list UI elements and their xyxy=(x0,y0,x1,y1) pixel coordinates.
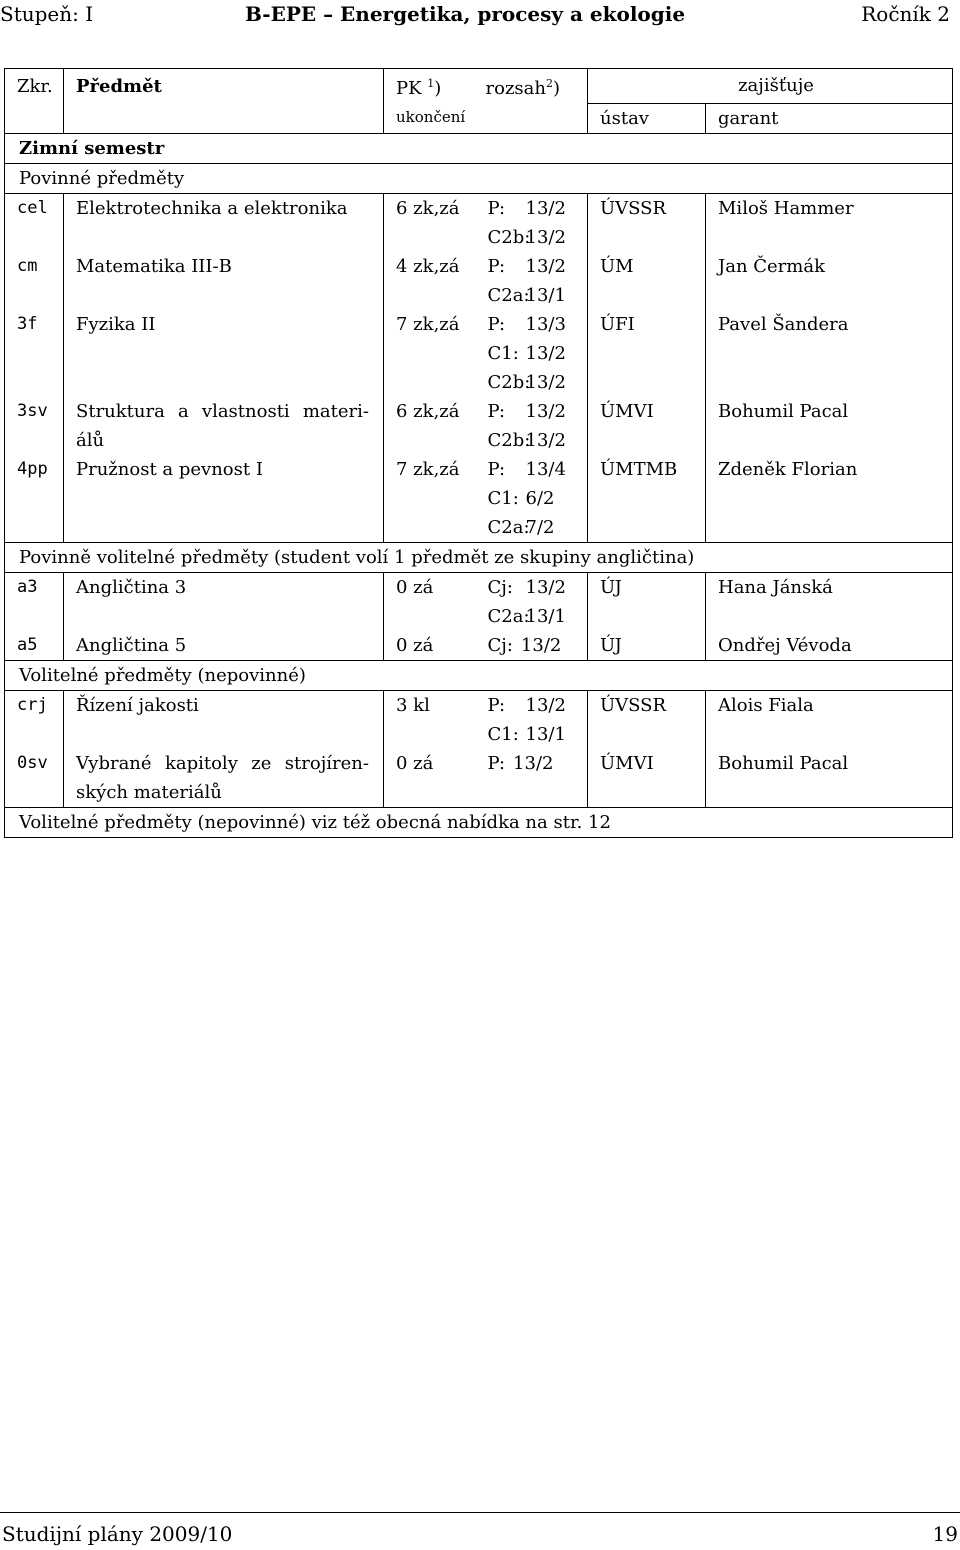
rozsah-type: P: xyxy=(487,400,506,422)
table-body xyxy=(5,69,953,838)
header-garant: garant xyxy=(706,103,953,133)
course-name: Řízení jakosti xyxy=(64,690,384,720)
rozsah-type: C1: xyxy=(487,487,519,509)
course-name: Vybrané kapitoly ze strojíren- xyxy=(64,749,384,778)
course-rozsah xyxy=(474,484,588,513)
course-row xyxy=(5,193,953,223)
course-ustav: ÚMVI xyxy=(588,397,706,426)
course-row xyxy=(5,310,953,339)
course-pk: 7 zk,zá xyxy=(396,313,460,335)
course-row-continuation xyxy=(5,602,953,631)
course-row xyxy=(5,690,953,720)
rozsah-type: C2a: xyxy=(487,516,530,538)
group-title: Povinné předměty xyxy=(5,163,953,193)
rozsah-value: 13/2 xyxy=(520,634,562,656)
course-ustav: ÚVSSR xyxy=(588,193,706,223)
course-row xyxy=(5,455,953,484)
course-pk: 3 kl xyxy=(396,694,430,716)
course-code: a5 xyxy=(5,631,64,661)
course-ustav: ÚMTMB xyxy=(588,455,706,484)
header-predmet: Předmět xyxy=(64,69,384,104)
rozsah-type: C2a: xyxy=(487,605,530,627)
rozsah-type: P: xyxy=(487,313,506,335)
course-rozsah xyxy=(474,193,588,223)
course-rozsah xyxy=(474,455,588,484)
rozsah-type: C1: xyxy=(487,342,519,364)
footer-publication: Studijní plány 2009/10 xyxy=(2,1522,233,1546)
course-rozsah xyxy=(474,397,588,426)
course-row-continuation xyxy=(5,778,953,808)
course-pk: 6 zk,zá xyxy=(396,400,460,422)
course-garant: Bohumil Pacal xyxy=(706,749,953,778)
semester-row xyxy=(5,133,953,163)
header-program-title: B-EPE – Energetika, procesy a ekologie xyxy=(245,2,686,26)
course-rozsah xyxy=(474,281,588,310)
rozsah-type: C2a: xyxy=(487,284,530,306)
table-header-row xyxy=(5,69,953,104)
course-rozsah xyxy=(474,631,588,661)
rozsah-value: 13/2 xyxy=(525,255,566,277)
rozsah-value: 13/2 xyxy=(513,752,554,774)
course-rozsah xyxy=(474,368,588,397)
semester-title: Zimní semestr xyxy=(5,133,953,163)
rozsah-value: 13/2 xyxy=(525,400,566,422)
course-row-continuation xyxy=(5,223,953,252)
course-name-cont: álů xyxy=(64,426,384,455)
rozsah-value: 13/2 xyxy=(525,576,566,598)
rozsah-value: 13/2 xyxy=(525,429,566,451)
rozsah-type: Cj: xyxy=(487,576,513,598)
course-rozsah xyxy=(474,602,588,631)
course-row xyxy=(5,749,953,778)
rozsah-value: 13/1 xyxy=(525,284,566,306)
rozsah-type: P: xyxy=(487,197,506,219)
rozsah-value: 13/2 xyxy=(525,371,566,393)
rozsah-value: 6/2 xyxy=(525,487,555,509)
study-plan-table-container xyxy=(4,68,952,838)
course-ustav: ÚM xyxy=(588,252,706,281)
course-pk: 0 zá xyxy=(396,752,434,774)
final-note: Volitelné předměty (nepovinné) viz též obecná nabídka na str. 12 xyxy=(5,807,953,837)
course-code: 4pp xyxy=(5,455,64,484)
course-rozsah xyxy=(474,513,588,543)
rozsah-type: C2b: xyxy=(487,371,531,393)
course-ustav: ÚVSSR xyxy=(588,690,706,720)
course-row-continuation xyxy=(5,339,953,368)
rozsah-type: C2b: xyxy=(487,429,531,451)
rozsah-type: P: xyxy=(487,752,506,774)
course-garant: Ondřej Vévoda xyxy=(706,631,953,661)
header-year: Ročník 2 xyxy=(861,2,950,26)
course-pk: 0 zá xyxy=(396,576,434,598)
group-title-row xyxy=(5,163,953,193)
group-title: Povinně volitelné předměty (student volí 1 předmět ze skupiny angličtina) xyxy=(5,542,953,572)
header-zajistuje: zajišťuje xyxy=(588,69,953,104)
course-code: 3f xyxy=(5,310,64,339)
course-row xyxy=(5,572,953,602)
course-rozsah xyxy=(474,426,588,455)
rozsah-value: 13/2 xyxy=(525,342,566,364)
final-note-row xyxy=(5,807,953,837)
course-name: Matematika III-B xyxy=(64,252,384,281)
footer-rule xyxy=(0,1512,960,1513)
course-garant: Pavel Šandera xyxy=(706,310,953,339)
course-rozsah xyxy=(474,749,588,778)
course-row-continuation xyxy=(5,281,953,310)
header-rozsah-footnote: 2 xyxy=(546,77,553,90)
course-garant: Bohumil Pacal xyxy=(706,397,953,426)
course-code: crj xyxy=(5,690,64,720)
group-title-row xyxy=(5,660,953,690)
course-garant: Miloš Hammer xyxy=(706,193,953,223)
rozsah-type: C2b: xyxy=(487,226,531,248)
course-name: Struktura a vlastnosti materi- xyxy=(64,397,384,426)
rozsah-type: P: xyxy=(487,694,506,716)
rozsah-type: C1: xyxy=(487,723,519,745)
rozsah-type: P: xyxy=(487,458,506,480)
header-ustav: ústav xyxy=(588,103,706,133)
course-ustav: ÚJ xyxy=(588,572,706,602)
course-row xyxy=(5,631,953,661)
rozsah-value: 13/2 xyxy=(525,197,566,219)
rozsah-value: 13/1 xyxy=(525,723,566,745)
course-rozsah xyxy=(474,223,588,252)
course-code: 0sv xyxy=(5,749,64,778)
header-ukonceni: ukončení xyxy=(384,103,474,133)
course-row-continuation xyxy=(5,484,953,513)
course-name: Angličtina 5 xyxy=(64,631,384,661)
course-row xyxy=(5,252,953,281)
course-name-cont: ských materiálů xyxy=(64,778,384,808)
course-row-continuation xyxy=(5,720,953,749)
header-pk-footnote: 1 xyxy=(427,77,435,90)
course-code: a3 xyxy=(5,572,64,602)
header-level: Stupeň: I xyxy=(0,2,94,26)
course-ustav: ÚJ xyxy=(588,631,706,661)
header-pk: PK $^1$) xyxy=(384,69,474,104)
group-title: Volitelné předměty (nepovinné) xyxy=(5,660,953,690)
header-pk-label: PK xyxy=(396,78,422,99)
table-subheader-row xyxy=(5,103,953,133)
group-title-row xyxy=(5,542,953,572)
course-garant: Jan Čermák xyxy=(706,252,953,281)
course-name: Elektrotechnika a elektronika xyxy=(64,193,384,223)
course-ustav: ÚMVI xyxy=(588,749,706,778)
rozsah-value: 13/3 xyxy=(525,313,566,335)
course-rozsah xyxy=(474,572,588,602)
course-ustav: ÚFI xyxy=(588,310,706,339)
rozsah-value: 13/2 xyxy=(525,226,566,248)
course-rozsah xyxy=(474,720,588,749)
course-rozsah xyxy=(474,339,588,368)
course-pk: 7 zk,zá xyxy=(396,458,460,480)
course-pk: 4 zk,zá xyxy=(396,255,460,277)
page-header xyxy=(0,0,960,30)
course-garant: Zdeněk Florian xyxy=(706,455,953,484)
header-rozsah: rozsah$^2$) xyxy=(474,69,588,104)
rozsah-value: 13/2 xyxy=(525,694,566,716)
course-row xyxy=(5,397,953,426)
rozsah-type: Cj: xyxy=(487,634,513,656)
rozsah-value: 7/2 xyxy=(525,516,555,538)
course-rozsah xyxy=(474,310,588,339)
course-pk: 6 zk,zá xyxy=(396,197,460,219)
course-name: Pružnost a pevnost I xyxy=(64,455,384,484)
course-code: cel xyxy=(5,193,64,223)
course-code: cm xyxy=(5,252,64,281)
header-rozsah-label: rozsah xyxy=(485,78,546,99)
course-garant: Alois Fiala xyxy=(706,690,953,720)
course-row-continuation xyxy=(5,426,953,455)
rozsah-type: P: xyxy=(487,255,506,277)
course-name: Fyzika II xyxy=(64,310,384,339)
course-rozsah xyxy=(474,252,588,281)
course-garant: Hana Jánská xyxy=(706,572,953,602)
rozsah-value: 13/1 xyxy=(525,605,566,627)
course-row-continuation xyxy=(5,368,953,397)
header-zkr: Zkr. xyxy=(5,69,64,104)
course-code: 3sv xyxy=(5,397,64,426)
study-plan-table xyxy=(4,68,953,838)
rozsah-value: 13/4 xyxy=(525,458,566,480)
course-row-continuation xyxy=(5,513,953,543)
course-pk: 0 zá xyxy=(384,631,474,661)
footer-page-number: 19 xyxy=(932,1522,958,1546)
course-rozsah xyxy=(474,778,588,808)
course-rozsah xyxy=(474,690,588,720)
course-name: Angličtina 3 xyxy=(64,572,384,602)
